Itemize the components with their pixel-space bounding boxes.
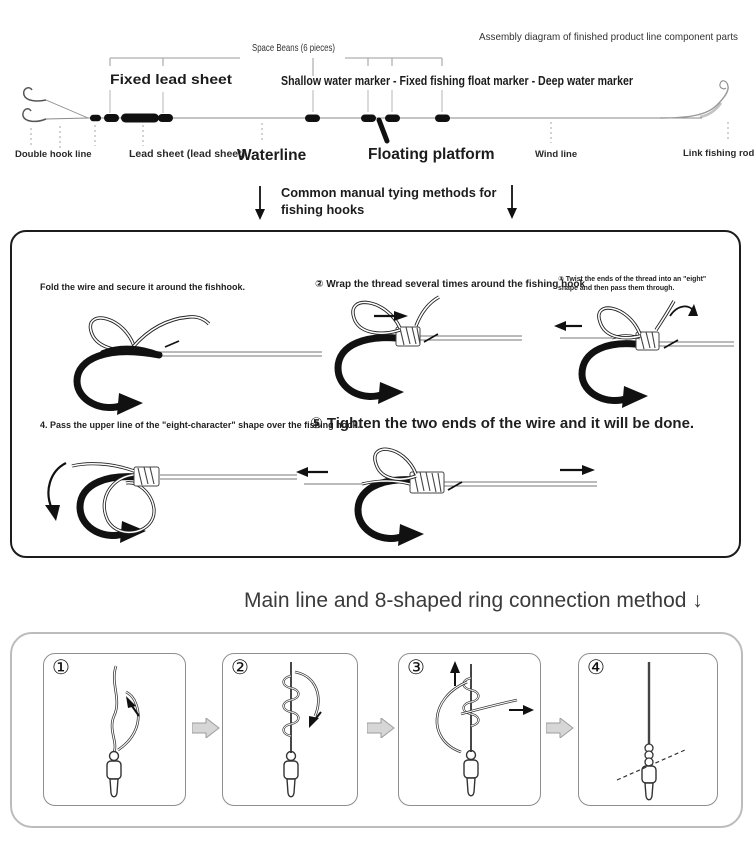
bean-ticks: [110, 90, 442, 113]
panel-3-figure: [399, 654, 539, 804]
flow-arrow-1-icon: [192, 718, 220, 738]
flow-arrow-3-icon: [546, 718, 574, 738]
connection-panel-4: [578, 653, 718, 806]
rig-title: Assembly diagram of finished product line component parts: [479, 31, 738, 43]
panel-4-figure: [579, 654, 719, 804]
flow-arrow-2-icon: [367, 718, 395, 738]
knot-instruction-box: [10, 230, 741, 558]
double-hook-line-label: Double hook line: [15, 149, 92, 160]
panel-3-number: ③: [407, 657, 425, 679]
panel-1-figure: [44, 654, 184, 804]
panel-1-number: ①: [52, 657, 70, 679]
connection-box: [10, 632, 743, 828]
space-beans-label: Space Beans (6 pieces): [252, 42, 335, 54]
knot-step1-label: Fold the wire and secure it around the fishhook.: [40, 282, 246, 292]
knot-step5-label: ⑤ Tighten the two ends of the wire and it will be done.: [310, 415, 695, 432]
tying-intro-line1: Common manual tying methods for: [281, 185, 497, 200]
connection-heading: Main line and 8-shaped ring connection method ↓: [244, 589, 703, 612]
knot-step1-figure: [37, 297, 327, 417]
float-stick: [379, 120, 387, 141]
down-arrow-right-icon: [507, 185, 517, 219]
waterline-label: Waterline: [237, 147, 307, 164]
wind-line-label: Wind line: [535, 149, 578, 160]
knot-step3-figure: [552, 294, 737, 424]
tying-intro-line2: fishing hooks: [281, 202, 365, 217]
knot-step3-label: ③ Twist the ends of the thread into an "eight" shape and then pass them through.: [558, 276, 707, 292]
panel-4-number: ④: [587, 657, 605, 679]
knot-step2-figure: [312, 294, 527, 416]
knot-step4-label: 4. Pass the upper line of the "eight-character" shape over the fishing hook.: [40, 420, 361, 430]
hook-leaders: [46, 100, 88, 119]
double-hook-upper: [24, 88, 46, 101]
floating-platform-label: Floating platform: [368, 146, 495, 163]
panel-2-number: ②: [231, 657, 249, 679]
rod-link-curve: [660, 86, 728, 118]
connection-panel-3: [398, 653, 541, 806]
markers-label: Shallow water marker - Fixed fishing float marker - Deep water marker: [281, 74, 634, 88]
connection-panel-1: [43, 653, 186, 806]
double-hook-lower: [23, 109, 46, 122]
link-fishing-rod-label: Link fishing rod: [683, 148, 755, 159]
knot-step4-figure: [32, 437, 302, 552]
rig-diagram: [0, 0, 755, 230]
rod-link-curl: [720, 81, 728, 89]
fixed-lead-sheet-label: Fixed lead sheet: [110, 72, 233, 87]
knot-step5-figure: [292, 442, 602, 552]
down-arrow-left-icon: [255, 186, 265, 220]
lead-sheet-label: Lead sheet (lead sheet): [129, 148, 246, 160]
panel-2-figure: [223, 654, 359, 804]
connection-panel-2: [222, 653, 358, 806]
knot-step2-label: ② Wrap the thread several times around the fishing hook: [315, 279, 585, 290]
